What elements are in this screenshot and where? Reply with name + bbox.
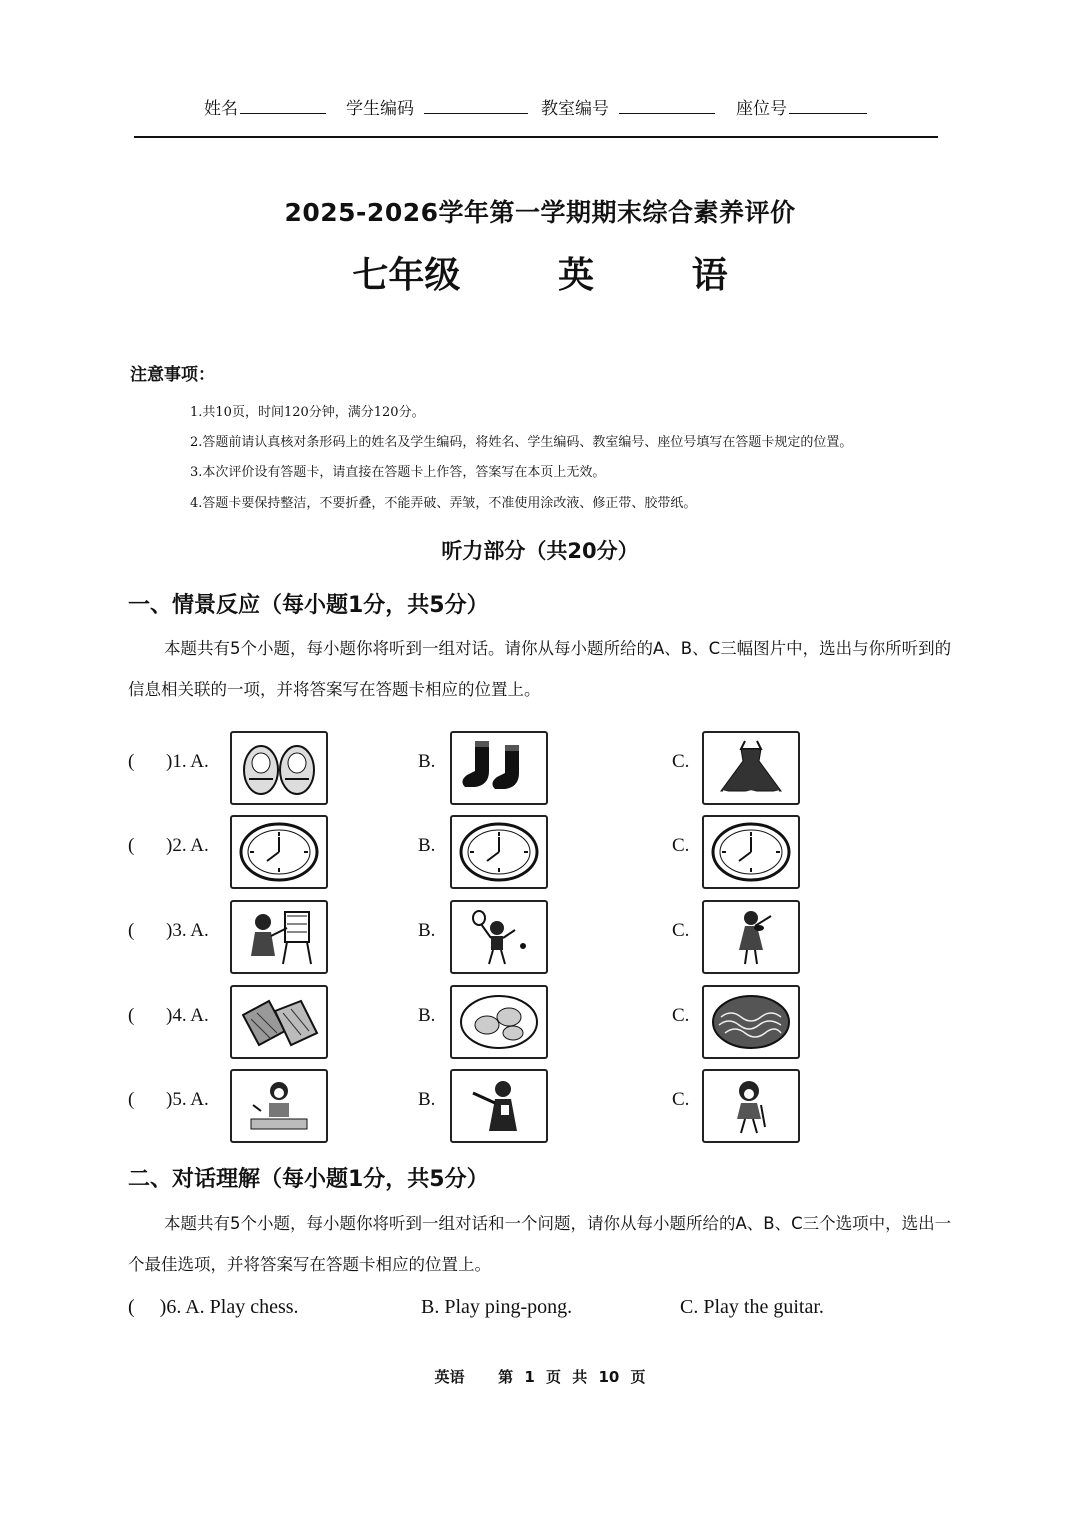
option-b-image[interactable]	[450, 815, 548, 889]
question-number[interactable]: ( )5. A.	[128, 1089, 209, 1110]
seat-field[interactable]	[736, 94, 867, 119]
socks-picture	[457, 737, 541, 799]
note-item: 1.共10页，时间120分钟，满分120分。	[190, 405, 425, 420]
subject-title: 七年级 英 语	[352, 255, 728, 296]
option-b-image[interactable]	[450, 1069, 548, 1143]
option-c-image[interactable]	[702, 900, 800, 974]
shoes-picture	[237, 737, 321, 799]
question-label: )5. A.	[166, 1089, 209, 1110]
classroom-field[interactable]	[541, 94, 715, 119]
option-a-image[interactable]	[230, 1069, 328, 1143]
header-fields	[0, 88, 1080, 128]
question-label: )1. A.	[166, 751, 209, 772]
option-b-image[interactable]	[450, 985, 548, 1059]
clock-picture	[457, 821, 541, 883]
section2-title: 二、对话理解（每小题1分，共5分）	[128, 1167, 489, 1192]
question-number[interactable]: ( )4. A.	[128, 1005, 209, 1026]
question-number[interactable]: ( )3. A.	[128, 920, 209, 941]
girl-eating-picture	[237, 1075, 321, 1137]
option-c-image[interactable]	[702, 985, 800, 1059]
classroom-label: 教室编号	[541, 99, 609, 119]
option-c-label: C.	[672, 835, 690, 856]
option-a-image[interactable]	[230, 985, 328, 1059]
dumplings-picture	[457, 991, 541, 1053]
section1-instructions: 本题共有5个小题，每小题你将听到一组对话。请你从每小题所给的A、B、C三幅图片中，选出与你所听到的信息相关联的一项，并将答案写在答题卡相应的位置上。	[128, 639, 952, 699]
name-blank[interactable]	[240, 97, 326, 114]
option-c-label: C.	[672, 751, 690, 772]
girl-painting-picture	[237, 906, 321, 968]
option-c-label: C.	[672, 920, 690, 941]
clock-picture	[237, 821, 321, 883]
q6-label: )6. A. Play chess.	[159, 1296, 299, 1318]
option-c-image[interactable]	[702, 1069, 800, 1143]
person-waving-picture	[457, 1075, 541, 1137]
girl-walking-picture	[709, 1075, 793, 1137]
dress-picture	[709, 737, 793, 799]
classroom-blank[interactable]	[619, 97, 715, 114]
option-b-label: B.	[418, 751, 436, 772]
q6-option-b[interactable]: B. Play ping-pong.	[421, 1296, 573, 1318]
question-row	[0, 1069, 1080, 1145]
q6-option-c[interactable]: C. Play the guitar.	[680, 1296, 824, 1318]
q6-option-a[interactable]: ( )6. A. Play chess.	[128, 1296, 299, 1318]
girl-playing-violin-picture	[709, 906, 793, 968]
page-footer: 英语 第 1 页 共 10 页	[434, 1368, 646, 1386]
student-code-field[interactable]	[346, 94, 528, 119]
note-item: 2.答题前请认真核对条形码上的姓名及学生编码，将姓名、学生编码、教室编号、座位号填写在答题卡规定的位置。	[190, 435, 853, 450]
option-a-image[interactable]	[230, 731, 328, 805]
seat-blank[interactable]	[789, 97, 867, 114]
option-b-image[interactable]	[450, 900, 548, 974]
header-divider	[134, 136, 938, 138]
name-label: 姓名	[204, 99, 238, 119]
boy-playing-badminton-picture	[457, 906, 541, 968]
note-item: 3.本次评价设有答题卡，请直接在答题卡上作答，答案写在本页上无效。	[190, 465, 606, 480]
option-b-label: B.	[418, 835, 436, 856]
question-row	[0, 900, 1080, 976]
note-item: 4.答题卡要保持整洁，不要折叠，不能弄破、弄皱，不准使用涂改液、修正带、胶带纸。	[190, 496, 697, 511]
section1-title: 一、情景反应（每小题1分，共5分）	[128, 593, 489, 618]
name-field[interactable]	[204, 94, 326, 119]
option-a-image[interactable]	[230, 900, 328, 974]
question-number[interactable]: ( )1. A.	[128, 751, 209, 772]
question-row	[0, 815, 1080, 891]
option-b-label: B.	[418, 920, 436, 941]
question-number[interactable]: ( )2. A.	[128, 835, 209, 856]
question-row	[0, 985, 1080, 1061]
option-c-label: C.	[672, 1005, 690, 1026]
option-b-label: B.	[418, 1089, 436, 1110]
listening-part-title: 听力部分（共20分）	[441, 539, 639, 563]
question-label: )3. A.	[166, 920, 209, 941]
question-row	[0, 731, 1080, 807]
option-c-image[interactable]	[702, 731, 800, 805]
noodles-picture	[709, 991, 793, 1053]
notes-heading: 注意事项：	[130, 365, 215, 385]
student-code-blank[interactable]	[424, 97, 528, 114]
seat-label: 座位号	[736, 99, 787, 119]
option-c-image[interactable]	[702, 815, 800, 889]
clock-picture	[709, 821, 793, 883]
student-code-label: 学生编码	[346, 99, 414, 119]
option-c-label: C.	[672, 1089, 690, 1110]
option-a-image[interactable]	[230, 815, 328, 889]
option-b-image[interactable]	[450, 731, 548, 805]
section2-instructions: 本题共有5个小题，每小题你将听到一组对话和一个问题，请你从每小题所给的A、B、C三个选项中，选出一个最佳选项，并将答案写在答题卡相应的位置上。	[128, 1214, 952, 1274]
option-b-label: B.	[418, 1005, 436, 1026]
question-label: )2. A.	[166, 835, 209, 856]
exam-title: 2025-2026学年第一学期期末综合素养评价	[284, 198, 796, 227]
question-label: )4. A.	[166, 1005, 209, 1026]
bread-picture	[237, 991, 321, 1053]
